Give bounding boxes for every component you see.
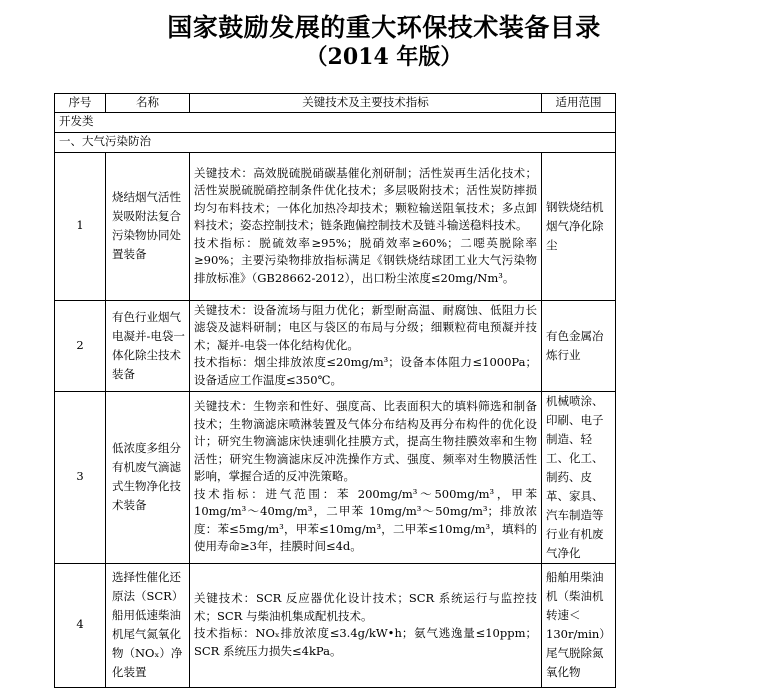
table-row	[55, 300, 616, 391]
key-technology-cell	[190, 391, 542, 563]
technical-indicators-text: 技术指标：进气范围：苯 200mg/m³～500mg/m³，甲苯 10mg/m³～40mg/m³，二甲苯 10mg/m³～50mg/m³；排放浓度：苯≤5mg/m³，甲苯≤10mg/m³，二甲苯≤10mg/m³，填料的使用寿命≥3年，挂膜时间≤4d。	[194, 486, 537, 554]
application-scope: 钢铁烧结机烟气净化除尘	[542, 152, 616, 300]
application-scope: 有色金属冶炼行业	[542, 300, 616, 391]
table-row	[55, 152, 616, 300]
key-technology-cell	[190, 563, 542, 687]
category-row	[55, 112, 616, 132]
table-row	[55, 563, 616, 687]
category-label: 开发类	[55, 112, 616, 132]
header-name: 名称	[106, 94, 190, 113]
technical-indicators-text: 技术指标：烟尘排放浓度≤20mg/m³；设备本体阻力≤1000Pa；设备适应工作温度≤350℃。	[194, 355, 537, 387]
key-technology-text: 关键技术：设备流场与阻力优化；新型耐高温、耐腐蚀、低阻力长滤袋及滤料研制；电区与袋区的布局与分级；细颗粒荷电预凝并技术；凝并-电袋一体化结构优化。	[194, 302, 537, 352]
key-technology-text: 关键技术：SCR 反应器优化设计技术；SCR 系统运行与监控技术；SCR 与柴油机集成配机技术。	[194, 591, 537, 623]
section-row	[55, 132, 616, 152]
equipment-catalog-table	[54, 93, 616, 688]
key-technology-cell	[190, 152, 542, 300]
row-number: 4	[55, 563, 106, 687]
section-label: 一、大气污染防治	[55, 132, 616, 152]
row-number: 3	[55, 391, 106, 563]
equipment-name: 选择性催化还原法（SCR）船用低速柴油机尾气氮氧化物（NOₓ）净化装置	[106, 563, 190, 687]
header-scope: 适用范围	[542, 94, 616, 113]
header-key-tech: 关键技术及主要技术指标	[190, 94, 542, 113]
key-technology-cell	[190, 300, 542, 391]
key-technology-text: 关键技术：高效脱硫脱硝碳基催化剂研制；活性炭再生活化技术；活性炭脱硫脱硝控制条件优化技术；多层吸附技术；活性炭防摔损均匀布料技术；一体化加热冷却技术；颗粒输送阻氧技术；多点卸料技术；姿态控制技术；链条跑偏控制技术及链斗输送稳料技术。	[194, 165, 537, 233]
document-subtitle: （2014 年版）	[305, 44, 463, 70]
technical-indicators-text: 技术指标：脱硫效率≥95%；脱硝效率≥60%；二噁英脱除率≥90%；主要污染物排放指标满足《钢铁烧结球团工业大气污染物排放标准》（GB28662-2012），出口粉尘浓度≤20mg/Nm³。	[194, 235, 537, 285]
header-no: 序号	[55, 94, 106, 113]
table-row	[55, 391, 616, 563]
row-number: 1	[55, 152, 106, 300]
document-title: 国家鼓励发展的重大环保技术装备目录	[167, 13, 601, 42]
table-header-row	[55, 94, 616, 113]
key-technology-text: 关键技术：生物亲和性好、强度高、比表面积大的填料筛选和制备技术；生物滴滤床喷淋装置及气体分布结构及再分布构件的优化设计；研究生物滴滤床快速驯化挂膜方式，提高生物挂膜效率和生物活性；研究生物滴滤床反冲洗操作方式、强度、频率对生物膜活性影响，掌握合适的反冲洗策略。	[194, 399, 537, 484]
technical-indicators-text: 技术指标：NOₓ排放浓度≤3.4g/kW•h；氨气逃逸量≤10ppm；SCR 系统压力损失≤4kPa。	[194, 626, 537, 658]
application-scope: 船舶用柴油机（柴油机转速＜130r/min）尾气脱除氮氧化物	[542, 563, 616, 687]
equipment-name: 烧结烟气活性炭吸附法复合污染物协同处置装备	[106, 152, 190, 300]
application-scope: 机械喷涂、印刷、电子制造、轻工、化工、制药、皮革、家具、汽车制造等行业有机废气净化	[542, 391, 616, 563]
row-number: 2	[55, 300, 106, 391]
equipment-name: 有色行业烟气电凝并-电袋一体化除尘技术装备	[106, 300, 190, 391]
equipment-name: 低浓度多组分有机废气滴滤式生物净化技术装备	[106, 391, 190, 563]
